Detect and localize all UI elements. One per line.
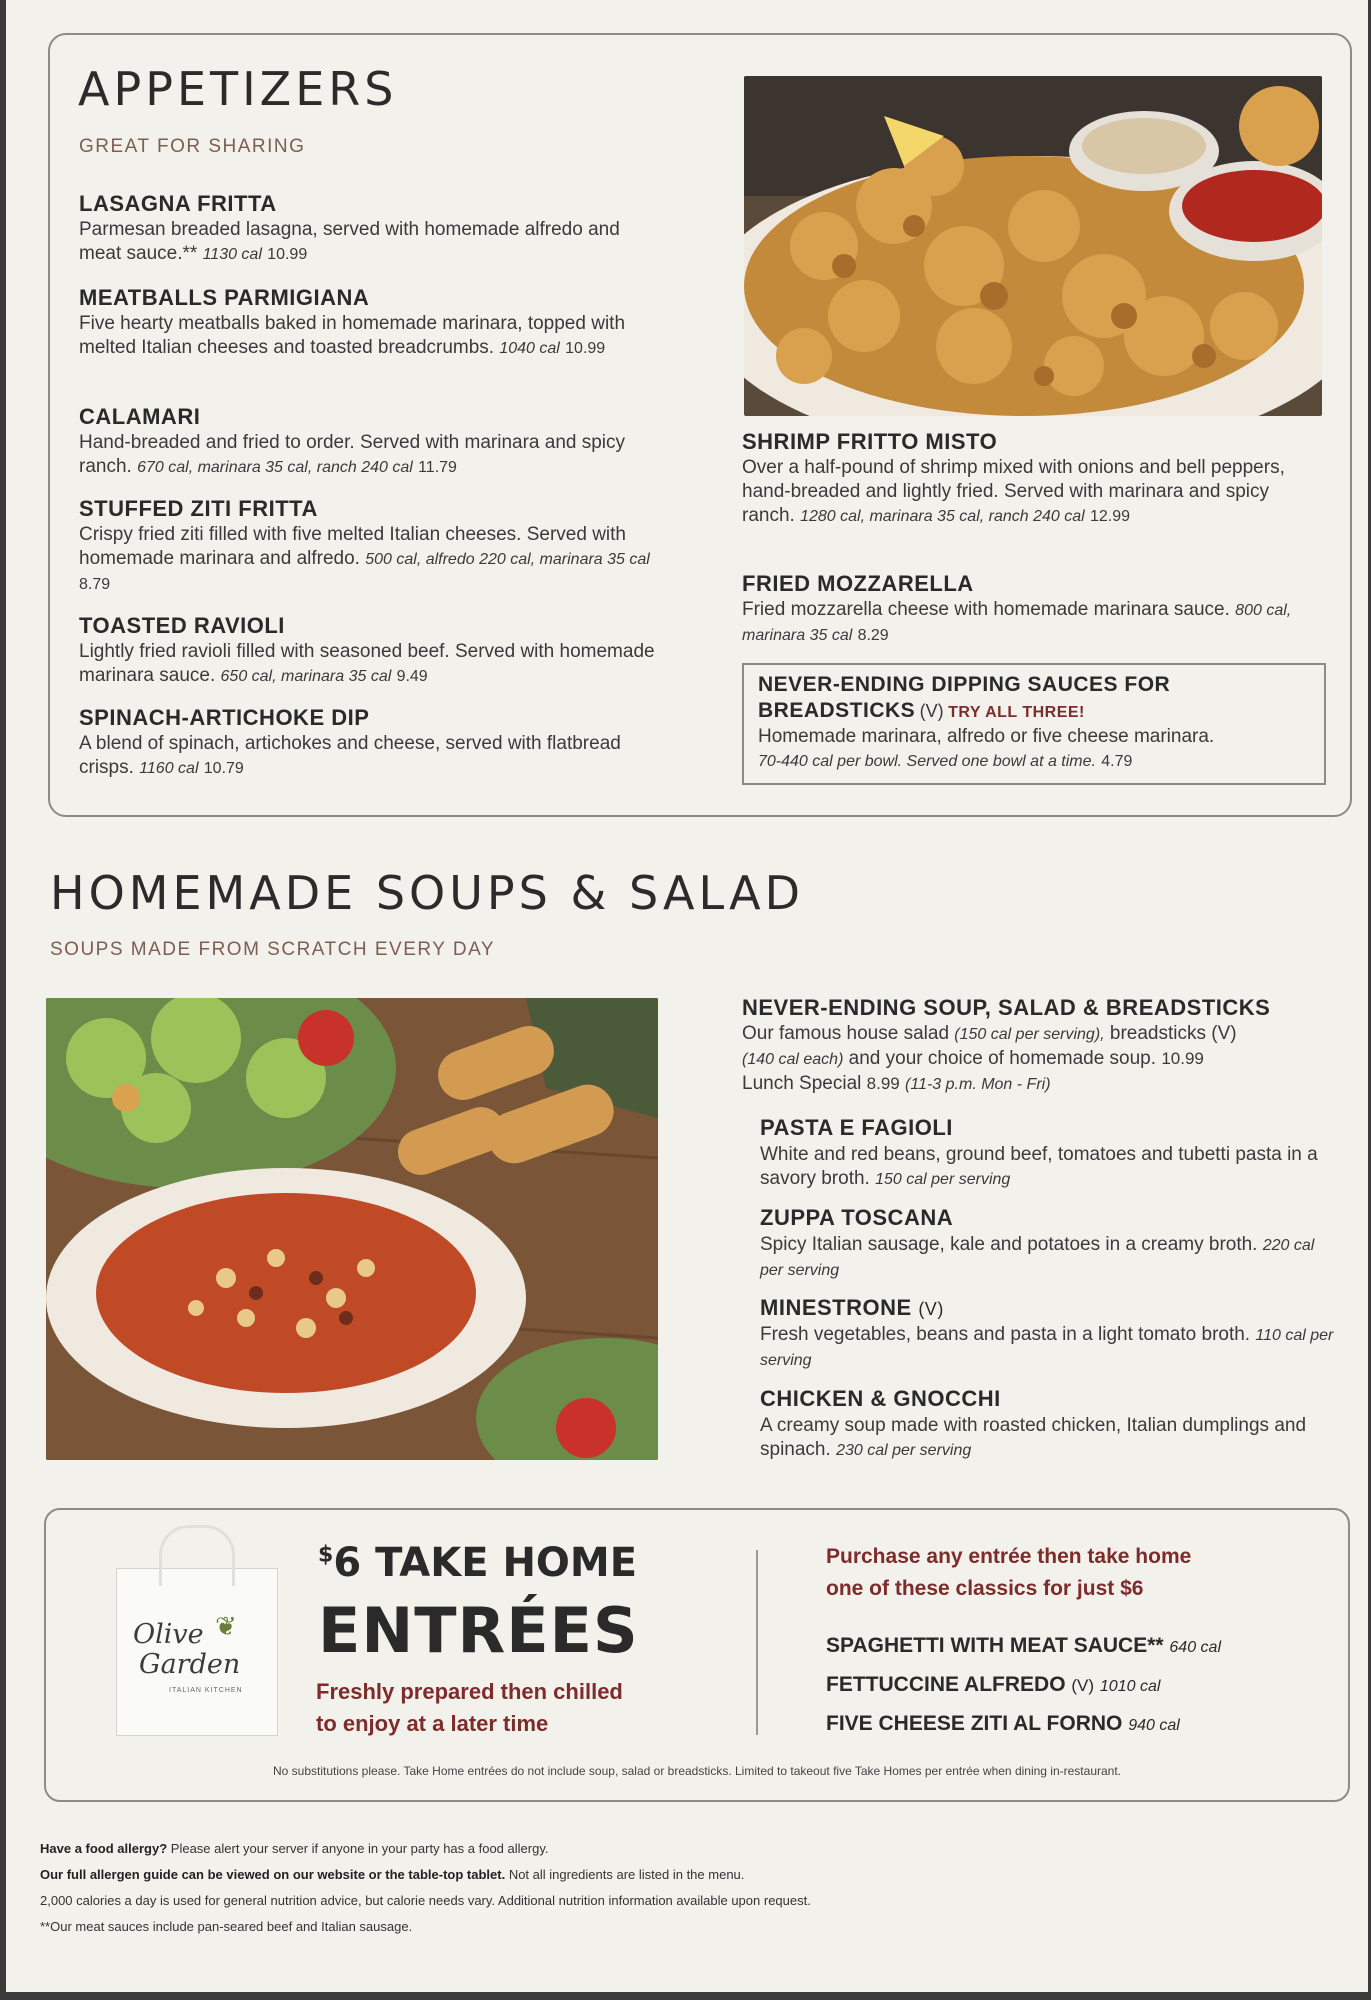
appetizer-item-desc: Crispy fried ziti filled with five melted Italian cheeses. Served with homemade marinara and alfredo.: [79, 524, 627, 569]
olive-branch-icon: ❦: [215, 1611, 237, 1641]
appetizer-item-name: TOASTED RAVIOLI: [79, 613, 285, 638]
appetizer-item-name: MEATBALLS PARMIGIANA: [79, 285, 370, 310]
entree-name: FETTUCCINE ALFREDO: [826, 1673, 1066, 1696]
sauces-cal: 70-440 cal per bowl. Served one bowl at a time.: [758, 753, 1096, 770]
combo-line2b: and your choice of homemade soup.: [848, 1048, 1157, 1069]
soup-item-cal: 150 cal per serving: [875, 1171, 1011, 1188]
soup-item-veg: (V): [918, 1299, 944, 1319]
soup-item-cal: 230 cal per serving: [836, 1442, 972, 1459]
appetizer-item-price: 10.99: [565, 340, 606, 357]
appetizer-item: [79, 403, 659, 480]
appetizers-title: APPETIZERS: [78, 62, 398, 116]
bag-handle: [159, 1525, 235, 1586]
appetizer-item-cal: 650 cal, marinara 35 cal: [220, 668, 392, 685]
appetizer-item: [742, 570, 1302, 648]
soup-item-desc: A creamy soup made with roasted chicken, Italian dumplings and spinach.: [760, 1415, 1307, 1460]
sauces-veg: (V): [919, 701, 944, 721]
guide-bold: Our full allergen guide can be viewed on our website or the table-top tablet.: [40, 1867, 506, 1882]
takehome-disclaimer: No substitutions please. Take Home entrées do not include soup, salad or breadsticks. Limited to takeout five Take Homes per entrée when dining in-restaurant.: [272, 1764, 1122, 1778]
meat-note: **Our meat sauces include pan-seared beef and Italian sausage.: [40, 1919, 413, 1934]
entree-cal: 940 cal: [1128, 1717, 1180, 1734]
soup-salad-photo: [46, 998, 658, 1460]
soup-item-desc: White and red beans, ground beef, tomatoes and tubetti pasta in a savory broth.: [760, 1144, 1318, 1189]
soup-item-name: CHICKEN & GNOCCHI: [760, 1386, 1001, 1411]
appetizer-item-desc-block: [79, 732, 659, 781]
entree-cal: 640 cal: [1169, 1639, 1221, 1656]
takehome-tagline2: to enjoy at a later time: [316, 1711, 549, 1736]
appetizer-item-desc: Five hearty meatballs baked in homemade marinara, topped with melted Italian cheeses and toasted breadcrumbs.: [79, 313, 626, 358]
appetizer-item-desc-block: [79, 523, 659, 597]
appetizer-item-desc: Over a half-pound of shrimp mixed with onions and bell peppers, hand-breaded and lightly fried. Served with marinara and spicy ranch.: [742, 457, 1285, 526]
takehome-headline2: ENTRÉES: [318, 1594, 639, 1667]
logo-small: ITALIAN KITCHEN: [169, 1687, 243, 1694]
appetizer-item-cal: 1280 cal, marinara 35 cal, ranch 240 cal: [800, 508, 1085, 525]
soup-item-desc-block: [760, 1323, 1340, 1373]
appetizer-item-price: 12.99: [1089, 508, 1131, 525]
appetizer-item-desc: Hand-breaded and fried to order. Served with marinara and spicy ranch.: [79, 432, 626, 477]
olive-garden-bag: [116, 1568, 278, 1736]
appetizer-item-desc-block: [79, 218, 659, 267]
soup-item-name: MINESTRONE (V): [760, 1295, 944, 1320]
entree-cal: 1010 cal: [1099, 1678, 1161, 1695]
guide-line: [40, 1862, 1340, 1888]
takehome-divider: [756, 1550, 758, 1735]
appetizer-item-desc: Fried mozzarella cheese with homemade marinara sauce.: [742, 599, 1230, 620]
soup-item-cal: 110 cal per serving: [760, 1327, 1334, 1369]
appetizer-item-price: 8.29: [857, 627, 889, 644]
appetizer-item-price: 8.79: [79, 576, 111, 593]
combo-line1a: Our famous house salad: [742, 1023, 950, 1044]
soup-salad-image: [46, 998, 658, 1460]
entree-veg: (V): [1071, 1676, 1095, 1695]
logo-line2: Garden: [139, 1649, 241, 1680]
menu-card: [6, 0, 1368, 1992]
takehome-headline1: [318, 1540, 637, 1586]
sauces-desc: Homemade marinara, alfredo or five cheese marinara.: [758, 726, 1215, 747]
allergy-line: [40, 1836, 1340, 1862]
takehome-entree: [826, 1634, 1221, 1658]
appetizer-item: [79, 495, 659, 597]
sauces-name: NEVER-ENDING DIPPING SAUCES FOR BREADSTICKS: [758, 673, 1171, 722]
shrimp-fritto-misto-photo: [744, 76, 1322, 416]
appetizer-item: [79, 190, 659, 267]
headline1-text: 6 TAKE HOME: [333, 1540, 638, 1586]
soup-salad-combo: [742, 994, 1342, 1097]
combo-lunch: Lunch Special: [742, 1073, 862, 1094]
logo-line1: Olive: [133, 1619, 204, 1650]
soup-item: [760, 1385, 1340, 1463]
appetizer-item-desc-block: [742, 598, 1302, 648]
soup-item-name: PASTA E FAGIOLI: [760, 1115, 953, 1140]
soup-item-desc-block: [760, 1233, 1340, 1283]
takehome-entree: [826, 1673, 1160, 1697]
appetizer-item-desc: A blend of spinach, artichokes and cheese, served with flatbread crisps.: [79, 733, 621, 778]
calories-note: 2,000 calories a day is used for general nutrition advice, but calorie needs vary. Additional nutrition information available upon request.: [40, 1893, 811, 1908]
combo-price: 10.99: [1161, 1049, 1204, 1068]
appetizer-item-cal: 500 cal, alfredo 220 cal, marinara 35 cal: [365, 551, 650, 568]
appetizer-item-price: 10.79: [203, 760, 244, 777]
soup-item-desc-block: [760, 1414, 1340, 1463]
sauces-price: 4.79: [1101, 753, 1133, 770]
appetizer-item-desc: Lightly fried ravioli filled with seasoned beef. Served with homemade marinara sauce.: [79, 641, 655, 686]
appetizer-item-name: LASAGNA FRITTA: [79, 191, 277, 216]
soup-item-desc: Fresh vegetables, beans and pasta in a light tomato broth.: [760, 1324, 1251, 1345]
entree-name: SPAGHETTI WITH MEAT SAUCE**: [826, 1634, 1164, 1657]
appetizer-item: [742, 428, 1302, 529]
soups-title: HOMEMADE SOUPS & SALAD: [50, 866, 805, 920]
combo-name: NEVER-ENDING SOUP, SALAD & BREADSTICKS: [742, 995, 1271, 1020]
price-symbol: $: [318, 1542, 334, 1568]
appetizer-item-desc: Parmesan breaded lasagna, served with homemade alfredo and meat sauce.**: [79, 219, 620, 264]
appetizer-item-desc-block: [79, 640, 659, 689]
promo-line2: one of these classics for just $6: [826, 1577, 1144, 1600]
appetizer-item-name: FRIED MOZZARELLA: [742, 571, 974, 596]
appetizer-item-name: SPINACH-ARTICHOKE DIP: [79, 705, 370, 730]
soup-item-desc-block: [760, 1143, 1340, 1192]
guide-text: Not all ingredients are listed in the menu.: [508, 1867, 745, 1882]
promo-line1: Purchase any entrée then take home: [826, 1545, 1192, 1568]
appetizer-item-price: 10.99: [267, 246, 308, 263]
appetizer-item-cal: 1040 cal: [499, 340, 560, 357]
allergy-bold: Have a food allergy?: [40, 1841, 168, 1856]
combo-line1c: breadsticks (V): [1109, 1023, 1237, 1044]
soup-item-name: ZUPPA TOSCANA: [760, 1205, 954, 1230]
appetizer-item-cal: 1160 cal: [139, 760, 199, 777]
dipping-sauces-box: [742, 663, 1326, 785]
appetizer-item: [79, 612, 659, 689]
appetizer-item-desc-block: [742, 456, 1302, 529]
appetizer-item-cal: 1130 cal: [202, 246, 262, 263]
combo-line2a: (140 cal each): [742, 1051, 844, 1068]
entree-name: FIVE CHEESE ZITI AL FORNO: [826, 1712, 1123, 1735]
takehome-tagline1: Freshly prepared then chilled: [316, 1679, 623, 1704]
appetizer-item: [79, 284, 659, 361]
allergy-text: Please alert your server if anyone in your party has a food allergy.: [170, 1841, 549, 1856]
appetizer-item-price: 11.79: [418, 459, 457, 476]
fried-food-image: [744, 76, 1322, 416]
soup-item-cal: 220 cal per serving: [760, 1237, 1315, 1279]
combo-line1b: (150 cal per serving),: [954, 1026, 1105, 1043]
takehome-entree: [826, 1712, 1180, 1736]
appetizer-item-price: 9.49: [396, 668, 428, 685]
sauces-tag: TRY ALL THREE!: [948, 704, 1085, 721]
appetizer-item: [79, 704, 659, 781]
appetizer-item-name: SHRIMP FRITTO MISTO: [742, 429, 998, 454]
appetizer-item-name: STUFFED ZITI FRITTA: [79, 496, 318, 521]
footer-notes: [40, 1836, 1340, 1940]
soup-item-desc: Spicy Italian sausage, kale and potatoes in a creamy broth.: [760, 1234, 1258, 1255]
combo-lunch-time: (11-3 p.m. Mon - Fri): [905, 1076, 1051, 1093]
appetizers-subtitle: GREAT FOR SHARING: [79, 136, 306, 157]
appetizer-item-desc-block: [79, 431, 659, 480]
appetizer-item-cal: 670 cal, marinara 35 cal, ranch 240 cal: [137, 459, 413, 476]
soups-subtitle: SOUPS MADE FROM SCRATCH EVERY DAY: [50, 939, 496, 960]
combo-lunch-price: 8.99: [866, 1074, 900, 1093]
soup-item: [760, 1204, 1340, 1283]
soup-item: [760, 1114, 1340, 1192]
appetizer-item-desc-block: [79, 312, 659, 361]
appetizer-item-name: CALAMARI: [79, 404, 201, 429]
soup-item: [760, 1294, 1340, 1373]
appetizer-item-cal: 800 cal, marinara 35 cal: [742, 602, 1292, 644]
